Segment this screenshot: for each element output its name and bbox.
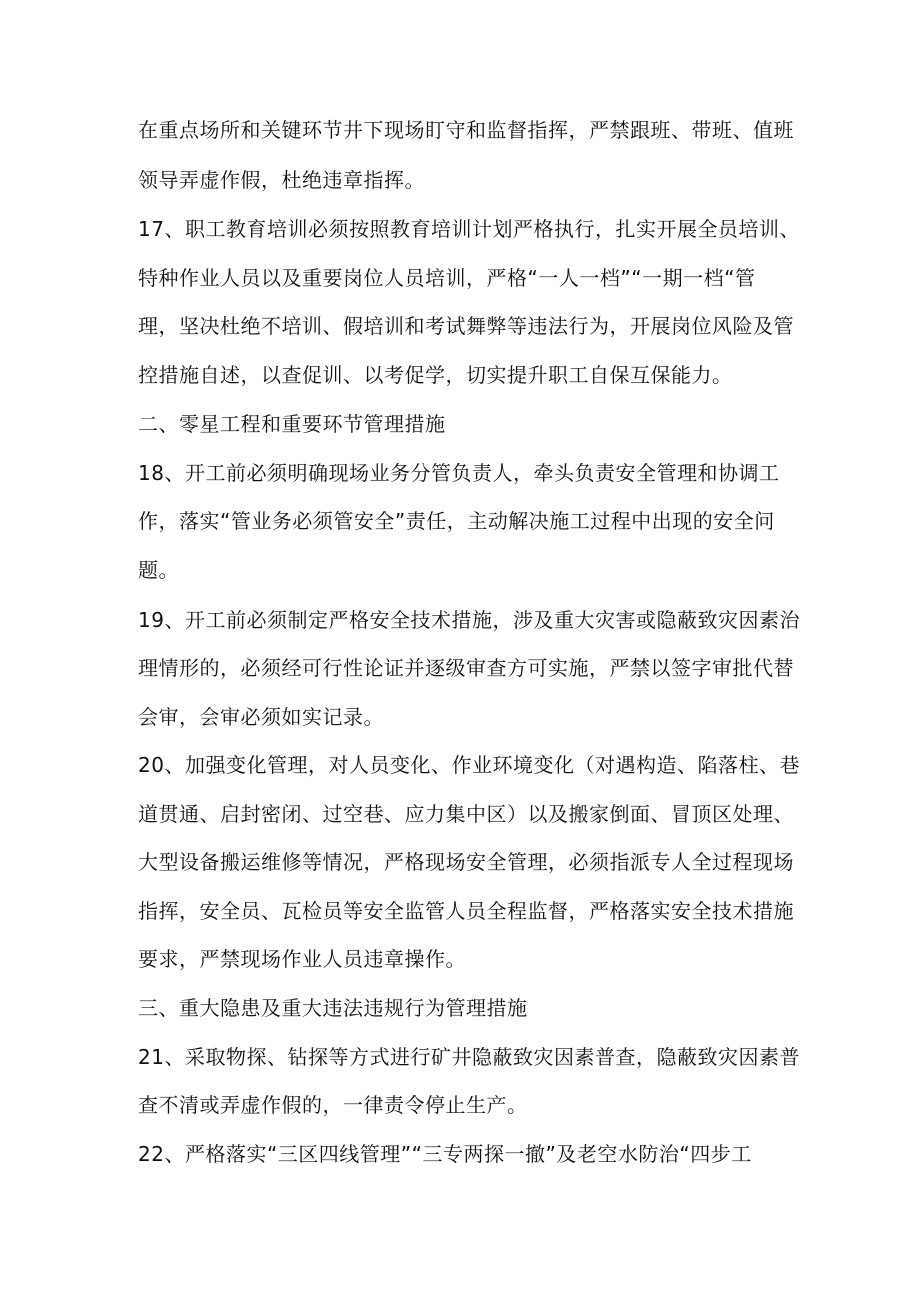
text-line: 控措施自述，以查促训、以考促学，切实提升职工自保互保能力。: [138, 363, 733, 387]
text-line: 大型设备搬运维修等情况，严格现场安全管理，必须指派专人全过程现场: [138, 850, 794, 874]
text-line: 21、采取物探、钻探等方式进行矿井隐蔽致灾因素普查，隐蔽致灾因素普: [138, 1045, 800, 1069]
text-line: 会审，会审必须如实记录。: [138, 705, 384, 729]
text-line: 18、开工前必须明确现场业务分管负责人，牵头负责安全管理和协调工: [138, 461, 780, 485]
text-line: 领导弄虚作假，杜绝违章指挥。: [138, 168, 425, 192]
text-line: 20、加强变化管理，对人员变化、作业环境变化（对遇构造、陷落柱、巷: [138, 753, 800, 777]
text-line: 19、开工前必须制定严格安全技术措施，涉及重大灾害或隐蔽致灾因素治: [138, 608, 800, 632]
text-line: 题。: [138, 558, 179, 582]
text-line: 理，坚决杜绝不培训、假培训和考试舞弊等违法行为，开展岗位风险及管: [138, 314, 794, 338]
text-line: 指挥，安全员、瓦检员等安全监管人员全程监督，严格落实安全技术措施: [138, 899, 794, 923]
section-heading: 三、重大隐患及重大违法违规行为管理措施: [138, 996, 528, 1020]
text-line: 作，落实“管业务必须管安全”责任，主动解决施工过程中出现的安全问: [138, 509, 775, 533]
text-line: 要求，严禁现场作业人员违章操作。: [138, 947, 466, 971]
text-line: 理情形的，必须经可行性论证并逐级审查方可实施，严禁以签字审批代替: [138, 656, 794, 680]
section-heading: 二、零星工程和重要环节管理措施: [138, 412, 446, 436]
text-line: 17、职工教育培训必须按照教育培训计划严格执行，扎实开展全员培训、: [138, 217, 800, 241]
text-line: 特种作业人员以及重要岗位人员培训，严格“一人一档”“一期一档“管: [138, 266, 756, 290]
text-line: 在重点场所和关键环节井下现场盯守和监督指挥，严禁跟班、带班、值班: [138, 118, 794, 142]
text-line: 查不清或弄虚作假的，一律责令停止生产。: [138, 1093, 528, 1117]
text-line: 道贯通、启封密闭、过空巷、应力集中区）以及搬家倒面、冒顶区处理、: [138, 802, 794, 826]
text-line: 22、严格落实“三区四线管理”“三专两探一撤”及老空水防治“四步工: [138, 1142, 752, 1166]
